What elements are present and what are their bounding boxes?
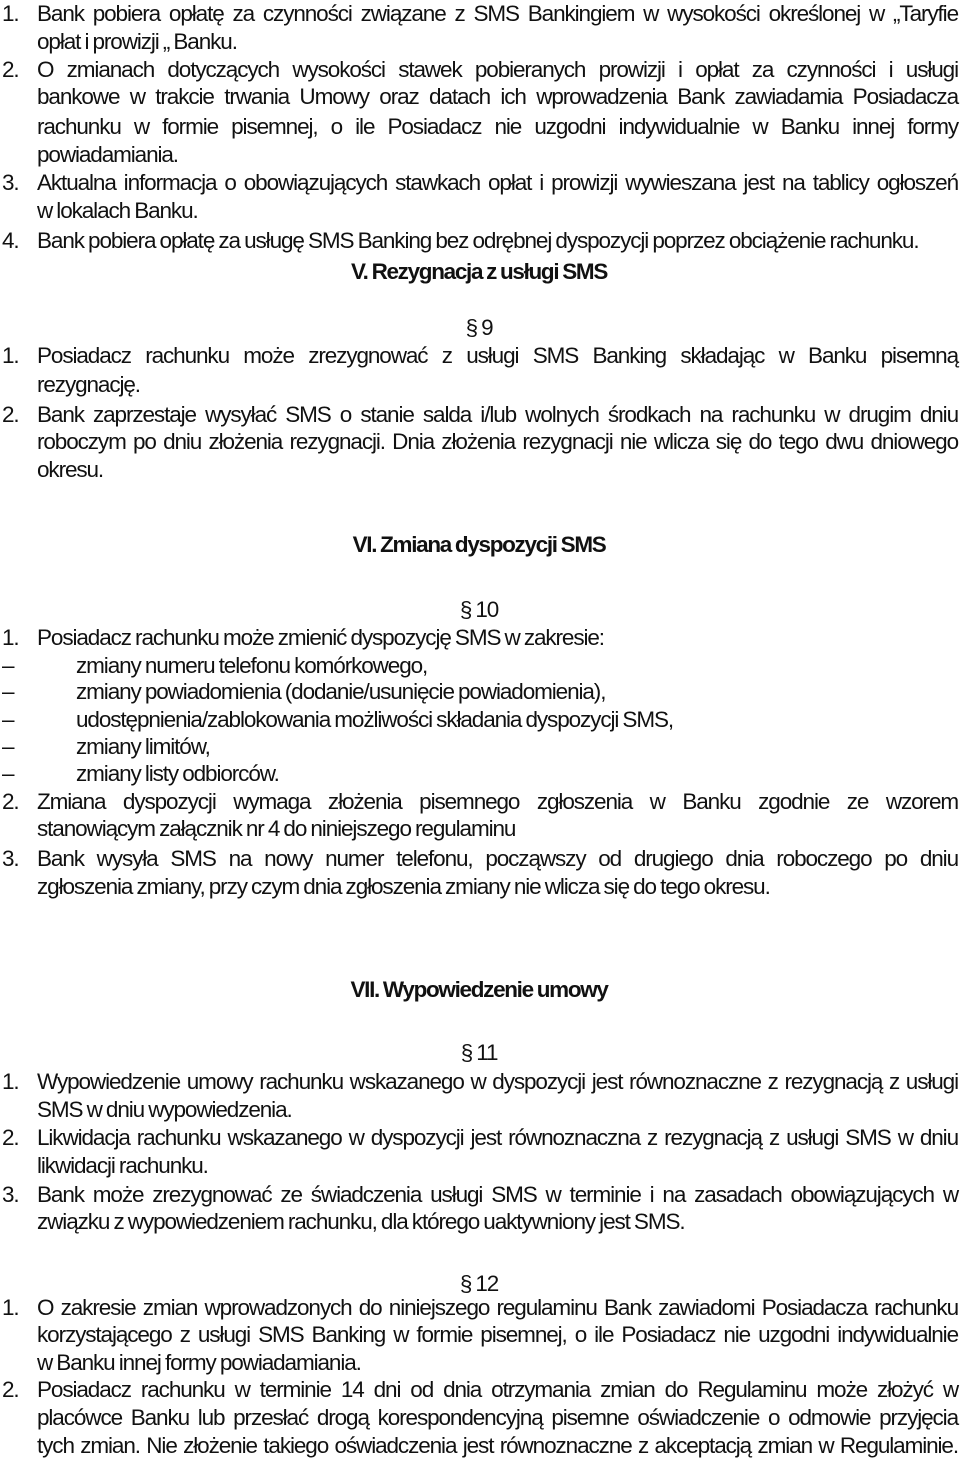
section-heading [0, 531, 960, 559]
item-text: okresu. [37, 457, 104, 482]
item-continuation [0, 197, 960, 225]
item-continuation [0, 28, 960, 56]
numbered-item [0, 342, 960, 370]
item-text: w Banku innej formy powiadamiania. [37, 1350, 361, 1375]
item-text: O zmianach dotyczących wysokości stawek pobieranych prowizji i opłat za czynności i usługi [37, 57, 958, 82]
bullet-item [0, 706, 960, 734]
item-text: Posiadacz rachunku w terminie 14 dni od dnia otrzymania zmian do Regulaminu może złożyć w [37, 1377, 958, 1402]
item-continuation [0, 815, 960, 843]
paragraph-number: § 11 [460, 1040, 498, 1065]
item-continuation [0, 83, 960, 111]
item-continuation [0, 1349, 960, 1377]
item-text: roboczym po dniu złożenia rezygnacji. Dnia złożenia rezygnacji nie wlicza się do tego dwu dniowego [37, 429, 958, 454]
numbered-item [0, 1181, 960, 1209]
paragraph-number: § 12 [459, 1271, 499, 1296]
section-heading [0, 976, 960, 1004]
item-continuation [0, 141, 960, 169]
paragraph-marker [0, 1039, 960, 1067]
section-heading-text: VI. Zmiana dyspozycji SMS [352, 532, 606, 557]
item-text: tych zmian. Nie złożenie takiego oświadczenia jest równoznaczne z akceptacją zmian w Regulaminie. [37, 1433, 958, 1458]
item-number: 1. [2, 1, 19, 26]
item-continuation [0, 1404, 960, 1432]
bullet-text: zmiany limitów, [76, 734, 210, 759]
numbered-item [0, 845, 960, 873]
section-heading [0, 258, 960, 286]
bullet-item [0, 652, 960, 680]
item-text: placówce Banku lub przesłać drogą korespondencyjną pisemne oświadczenie o odmowie przyjęcia [37, 1405, 958, 1430]
section-heading-text: V. Rezygnacja z usługi SMS [351, 259, 608, 284]
item-text: rezygnację. [37, 372, 140, 397]
item-text: stanowiącym załącznik nr 4 do niniejszego regulaminu [37, 816, 516, 841]
item-text: Bank pobiera opłatę za czynności związane z SMS Bankingiem w wysokości określonej w „Taryfie [37, 1, 958, 26]
item-number: 2. [2, 789, 19, 814]
item-text: Aktualna informacja o obowiązujących stawkach opłat i prowizji wywieszana jest na tablicy ogłoszeń [37, 170, 958, 195]
item-text: Likwidacja rachunku wskazanego w dyspozycji jest równoznaczna z rezygnacją z usługi SMS w dniu [37, 1125, 958, 1150]
numbered-item [0, 788, 960, 816]
dash-marker: – [2, 653, 14, 678]
item-number: 1. [2, 1295, 19, 1320]
bullet-text: zmiany powiadomienia (dodanie/usunięcie powiadomienia), [76, 679, 606, 704]
numbered-item [0, 624, 960, 652]
bullet-text: udostępnienia/zablokowania możliwości składania dyspozycji SMS, [76, 707, 674, 732]
item-number: 2. [2, 402, 19, 427]
item-text: Wypowiedzenie umowy rachunku wskazanego w dyspozycji jest równoznaczne z rezygnacją z usługi [37, 1069, 958, 1094]
item-text: SMS w dniu wypowiedzenia. [37, 1097, 292, 1122]
item-text: Bank zaprzestaje wysyłać SMS o stanie salda i/lub wolnych środkach na rachunku w drugim dniu [37, 402, 958, 427]
item-number: 3. [2, 170, 19, 195]
dash-marker: – [2, 761, 14, 786]
bullet-item [0, 760, 960, 788]
item-text: Zmiana dyspozycji wymaga złożenia pisemnego zgłoszenia w Banku zgodnie ze wzorem [37, 789, 958, 814]
item-continuation [0, 1432, 960, 1460]
numbered-item [0, 227, 960, 255]
section-heading-text: VII. Wypowiedzenie umowy [350, 977, 608, 1002]
item-text: Posiadacz rachunku może zrezygnować z usługi SMS Banking składając w Banku pisemną [37, 343, 958, 368]
item-number: 3. [2, 846, 19, 871]
item-text: opłat i prowizji „ Banku. [37, 29, 237, 54]
paragraph-marker [0, 596, 960, 624]
item-continuation [0, 113, 960, 141]
bullet-item [0, 733, 960, 761]
numbered-item [0, 401, 960, 429]
item-continuation [0, 371, 960, 399]
item-number: 3. [2, 1182, 19, 1207]
item-continuation [0, 428, 960, 456]
numbered-item [0, 1294, 960, 1322]
item-text: związku z wypowiedzeniem rachunku, dla którego uaktywniony jest SMS. [37, 1209, 685, 1234]
item-continuation [0, 1208, 960, 1236]
dash-marker: – [2, 679, 14, 704]
item-text: rachunku w formie pisemnej, o ile Posiadacz nie uzgodni indywidualnie w Banku innej formy [37, 114, 958, 139]
item-number: 2. [2, 1125, 19, 1150]
item-text: zgłoszenia zmiany, przy czym dnia zgłoszenia zmiany nie wlicza się do tego okresu. [37, 874, 770, 899]
item-text: w lokalach Banku. [37, 198, 198, 223]
numbered-item [0, 169, 960, 197]
bullet-item [0, 678, 960, 706]
numbered-item [0, 1068, 960, 1096]
item-text: bankowe w trakcie trwania Umowy oraz datach ich wprowadzenia Bank zawiadamia Posiadacza [37, 84, 958, 109]
numbered-item [0, 1376, 960, 1404]
item-continuation [0, 1152, 960, 1180]
paragraph-number: § 10 [459, 597, 499, 622]
item-text: Posiadacz rachunku może zmienić dyspozycję SMS w zakresie: [37, 625, 604, 650]
numbered-item [0, 56, 960, 84]
item-number: 4. [2, 228, 19, 253]
item-text: O zakresie zmian wprowadzonych do niniejszego regulaminu Bank zawiadomi Posiadacza rachunku [37, 1295, 958, 1320]
item-continuation [0, 1096, 960, 1124]
item-continuation [0, 456, 960, 484]
item-text: Bank pobiera opłatę za usługę SMS Banking bez odrębnej dyspozycji poprzez obciążenie rachunku. [37, 228, 919, 253]
item-text: powiadamiania. [37, 142, 178, 167]
dash-marker: – [2, 707, 14, 732]
item-text: korzystającego z usługi SMS Banking w formie pisemnej, o ile Posiadacz nie uzgodni indywidualnie [37, 1322, 958, 1347]
item-text: likwidacji rachunku. [37, 1153, 208, 1178]
item-number: 1. [2, 1069, 19, 1094]
paragraph-number: § 9 [465, 315, 493, 340]
item-number: 2. [2, 57, 19, 82]
item-number: 2. [2, 1377, 19, 1402]
item-continuation [0, 873, 960, 901]
item-continuation [0, 1321, 960, 1349]
item-number: 1. [2, 343, 19, 368]
paragraph-marker [0, 314, 960, 342]
item-text: Bank wysyła SMS na nowy numer telefonu, począwszy od drugiego dnia roboczego po dniu [37, 846, 958, 871]
item-text: Bank może zrezygnować ze świadczenia usługi SMS w terminie i na zasadach obowiązujących w [37, 1182, 958, 1207]
bullet-text: zmiany listy odbiorców. [76, 761, 279, 786]
bullet-text: zmiany numeru telefonu komórkowego, [76, 653, 428, 678]
item-number: 1. [2, 625, 19, 650]
numbered-item [0, 1124, 960, 1152]
numbered-item [0, 0, 960, 28]
dash-marker: – [2, 734, 14, 759]
